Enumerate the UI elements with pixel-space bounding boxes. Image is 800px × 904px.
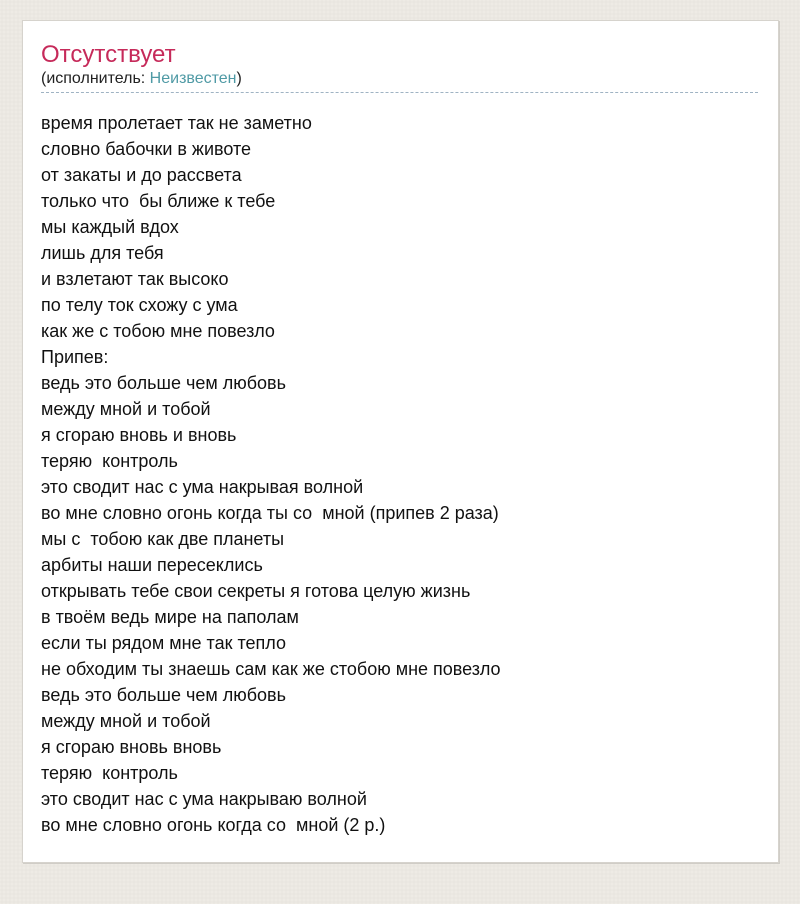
lyric-line: лишь для тебя: [41, 243, 164, 263]
lyric-line: ведь это больше чем любовь: [41, 373, 286, 393]
lyric-line: во мне словно огонь когда со мной (2 р.): [41, 815, 386, 835]
lyric-line: ведь это больше чем любовь: [41, 685, 286, 705]
lyric-line: теряю контроль: [41, 451, 178, 471]
lyric-line: мы с тобою как две планеты: [41, 529, 285, 549]
lyric-line: словно бабочки в животе: [41, 139, 252, 159]
artist-label-prefix: (исполнитель:: [41, 70, 150, 87]
lyric-line: я сгораю вновь вновь: [41, 737, 222, 757]
lyric-line: как же с тобою мне повезло: [41, 321, 275, 341]
lyric-line: я сгораю вновь и вновь: [41, 425, 237, 445]
lyric-line: мы каждый вдох: [41, 217, 179, 237]
lyric-line: по телу ток схожу с ума: [41, 295, 238, 315]
song-title: Отсутствует: [41, 41, 176, 68]
artist-label-suffix: ): [236, 70, 242, 87]
lyric-line: между мной и тобой: [41, 399, 211, 419]
lyric-line: между мной и тобой: [41, 711, 211, 731]
lyric-line: это сводит нас с ума накрывая волной: [41, 477, 364, 497]
lyric-line: открывать тебе свои секреты я готова целую жизнь: [41, 581, 471, 601]
lyric-line: в твоём ведь мире на паполам: [41, 607, 299, 627]
lyric-line: Припев:: [41, 347, 109, 367]
song-header: [41, 41, 758, 93]
lyric-line: время пролетает так не заметно: [41, 113, 312, 133]
lyric-line: арбиты наши пересеклись: [41, 555, 263, 575]
lyric-line: это сводит нас с ума накрываю волной: [41, 789, 367, 809]
lyrics-text: [41, 110, 758, 838]
lyric-line: теряю контроль: [41, 763, 178, 783]
lyric-line: не обходим ты знаешь сам как же стобою мне повезло: [41, 659, 501, 679]
lyric-line: если ты рядом мне так тепло: [41, 633, 286, 653]
lyrics-card: [22, 20, 779, 863]
lyric-line: и взлетают так высоко: [41, 269, 229, 289]
artist-link[interactable]: Неизвестен: [149, 70, 237, 87]
lyric-line: от закаты и до рассвета: [41, 165, 242, 185]
lyric-line: во мне словно огонь когда ты со мной (припев 2 раза): [41, 503, 499, 523]
lyric-line: только что бы ближе к тебе: [41, 191, 276, 211]
artist-line: [41, 69, 758, 89]
